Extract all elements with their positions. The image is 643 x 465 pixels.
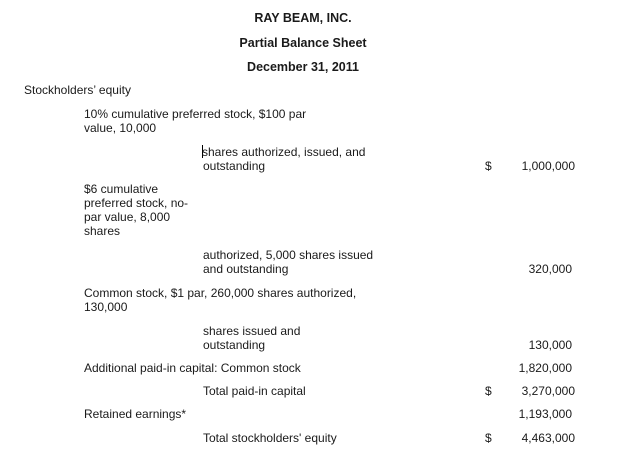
- preferred-10-amount: 1,000,000: [521, 159, 575, 173]
- preferred-6-amount: 320,000: [528, 262, 572, 276]
- common-line2: 130,000: [84, 300, 128, 314]
- statement-date: December 31, 2011: [247, 60, 359, 74]
- company-name: RAY BEAM, INC.: [254, 11, 352, 25]
- preferred-6-line6: and outstanding: [203, 262, 289, 276]
- preferred-6-line3: par value, 8,000: [84, 210, 171, 224]
- common-amount: 130,000: [528, 338, 572, 352]
- total-equity-dollar: $: [485, 431, 492, 445]
- retained-earnings-amount: 1,193,000: [518, 407, 572, 421]
- preferred-10-line3: shares authorized, issued, and: [202, 145, 366, 159]
- preferred-10-line3-wrap: [202, 145, 365, 159]
- preferred-6-line1: $6 cumulative: [84, 182, 159, 196]
- section-label: Stockholders’ equity: [24, 83, 131, 97]
- preferred-10-line1: 10% cumulative preferred stock, $100 par: [84, 107, 307, 121]
- common-line1: Common stock, $1 par, 260,000 shares authorized,: [84, 286, 357, 300]
- common-line3: shares issued and: [203, 324, 301, 338]
- total-paid-in-amount: 3,270,000: [521, 384, 575, 398]
- total-equity-amount: 4,463,000: [521, 431, 575, 445]
- total-paid-in-label: Total paid-in capital: [203, 384, 306, 398]
- apic-amount: 1,820,000: [518, 361, 572, 375]
- preferred-10-dollar: $: [485, 159, 492, 173]
- total-paid-in-dollar: $: [485, 384, 492, 398]
- common-line4: outstanding: [203, 338, 266, 352]
- preferred-6-line4: shares: [84, 224, 121, 238]
- apic-label: Additional paid-in capital: Common stock: [84, 361, 301, 375]
- retained-earnings-label: Retained earnings*: [84, 407, 187, 421]
- preferred-6-line5: authorized, 5,000 shares issued: [203, 248, 374, 262]
- preferred-10-line4: outstanding: [203, 159, 266, 173]
- statement-title: Partial Balance Sheet: [239, 36, 367, 50]
- preferred-10-line2: value, 10,000: [84, 121, 157, 135]
- total-equity-label: Total stockholders' equity: [203, 431, 337, 445]
- preferred-6-line2: preferred stock, no-: [84, 196, 189, 210]
